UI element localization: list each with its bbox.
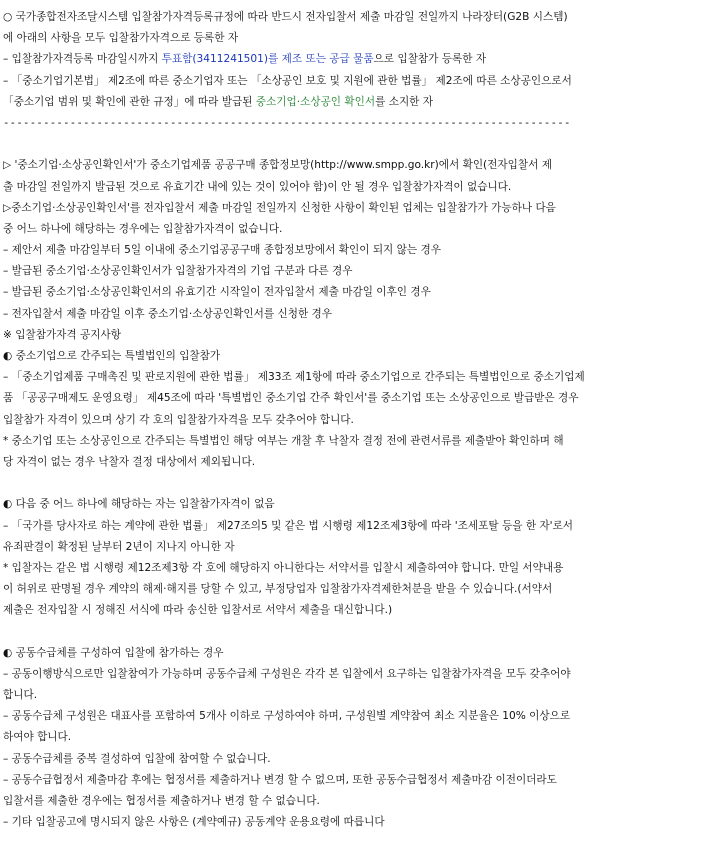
notice-heading: ※ 입찰참가자격 공지사항 — [3, 328, 121, 341]
special-corporation-line: – 「중소기업제품 구매촉진 및 판로지원에 관한 법률」 제33조 제1항에 따라 중소기업으로 간주되는 특별법인으로 중소기업제 — [3, 371, 585, 384]
certificate-notice-line: – 제안서 제출 마감일부터 5일 이내에 중소기업공공구매 종합정보망에서 확인이 되지 않는 경우 — [3, 244, 441, 257]
product-category-highlight: 투표함(3411241501)를 제조 또는 공급 물품 — [161, 53, 374, 66]
joint-venture-line: 하여야 합니다. — [3, 731, 72, 744]
special-corporation-line: 입찰참가 자격이 있으며 상기 각 호의 입찰참가자격을 모두 갖추어야 합니다. — [3, 413, 354, 426]
special-corporation-line: 당 자격이 없는 경우 낙찰자 결정 대상에서 제외됩니다. — [3, 455, 256, 468]
certificate-text-post: 를 소지한 자 — [375, 95, 434, 108]
registration-text-post: 으로 입찰참가 등록한 자 — [373, 53, 487, 66]
certificate-notice-line: 출 마감일 전일까지 발급된 것으로 유효기간 내에 있는 것이 있어야 함)이 안 될 경우 입찰참가자격이 없습니다. — [3, 180, 512, 193]
disqualification-heading: ◐ 다음 중 어느 하나에 해당하는 자는 입찰참가자격이 없음 — [3, 498, 275, 511]
disqualification-line: * 입찰자는 같은 법 시행령 제12조제3항 각 호에 해당하지 아니한다는 서약서를 입찰시 제출하여야 합니다. 만일 서약내용 — [3, 561, 564, 574]
qualification-item-sme: – 「중소기업기본법」 제2조에 따른 중소기업자 또는 「소상공인 보호 및 지원에 관한 법률」 제2조에 따른 소상공인으로서 — [3, 74, 572, 87]
qualification-item-sme-certificate — [3, 92, 714, 113]
qualification-section — [3, 7, 714, 134]
qualification-intro-line-2: 에 아래의 사항을 모두 입찰참가자격으로 등록한 자 — [3, 32, 239, 45]
qualification-item-registration — [3, 49, 714, 70]
disqualification-line: 이 허위로 판명될 경우 계약의 해제·해지를 당할 수 있고, 부정당업자 입찰참가자격제한처분을 받을 수 있습니다.(서약서 — [3, 583, 553, 596]
joint-venture-section — [3, 643, 714, 834]
joint-venture-line: – 공동이행방식으로만 입찰참여가 가능하며 공동수급체 구성원은 각각 본 입찰에서 요구하는 입찰참가자격을 모두 갖추어야 — [3, 667, 571, 680]
certificate-text-pre: 「중소기업 범위 및 확인에 관한 규정」에 따라 발급된 — [3, 95, 256, 108]
special-corporation-line: 품 「공공구매제도 운영요령」 제45조에 따라 '특별법인 중소기업 간주 확인서'를 중소기업 또는 소상공인으로 발급받은 경우 — [3, 392, 579, 405]
special-corporation-line: * 중소기업 또는 소상공인으로 간주되는 특별법인 해당 여부는 개찰 후 낙찰자 결정 전에 관련서류를 제출받아 확인하며 해 — [3, 434, 564, 447]
spacer — [3, 473, 714, 494]
spacer — [3, 134, 714, 155]
joint-venture-line: – 기타 입찰공고에 명시되지 않은 사항은 (계약예규) 공동계약 운용요령에 따릅니다 — [3, 816, 385, 829]
certificate-notice-line: ▷중소기업·소상공인확인서'를 전자입찰서 제출 마감일 전일까지 신청한 사항이 확인된 업체는 입찰참가가 가능하나 다음 — [3, 201, 556, 214]
joint-venture-heading: ◐ 공동수급체를 구성하여 입찰에 참가하는 경우 — [3, 646, 224, 659]
disqualification-section — [3, 494, 714, 621]
registration-text-pre: – 입찰참가자격등록 마감일시까지 — [3, 53, 162, 66]
special-corporation-heading: ◐ 중소기업으로 간주되는 특별법인의 입찰참가 — [3, 350, 221, 362]
certificate-notice-line: 중 어느 하나에 해당하는 경우에는 입찰참가자격이 없습니다. — [3, 222, 283, 235]
joint-venture-line: – 공동수급체를 중복 결성하여 입찰에 참여할 수 없습니다. — [3, 752, 271, 765]
certificate-notice-section — [3, 155, 714, 473]
disqualification-line: 제출은 전자입찰 시 정해진 서식에 따라 송신한 입찰서로 서약서 제출을 대신합니다.) — [3, 604, 393, 617]
joint-venture-line: 입찰서를 제출한 경우에는 협정서를 제출하거나 변경 할 수 없습니다. — [3, 794, 320, 807]
disqualification-line: 유죄판결이 확정된 날부터 2년이 지나지 아니한 자 — [3, 540, 235, 553]
certificate-highlight: 중소기업·소상공인 확인서 — [255, 95, 376, 108]
certificate-notice-line: – 발급된 중소기업·소상공인확인서가 입찰참가자격의 기업 구분과 다른 경우 — [3, 265, 353, 278]
qualification-intro-line-1: ○ 국가종합전자조달시스템 입찰참가자격등록규정에 따라 반드시 전자입찰서 제출 마감일 전일까지 나라장터(G2B 시스템) — [3, 11, 568, 23]
section-divider: ------------------------------------------------------------------------------------- — [3, 116, 571, 129]
certificate-notice-line: ▷ '중소기업·소상공인확인서'가 중소기업제품 공공구매 종합정보망(http://www.smpp.go.kr)에서 확인(전자입찰서 제 — [3, 159, 552, 172]
certificate-notice-line: – 전자입찰서 제출 마감일 이후 중소기업·소상공인확인서를 신청한 경우 — [3, 307, 333, 320]
spacer — [3, 621, 714, 642]
joint-venture-line: – 공동수급체 구성원은 대표사를 포함하여 5개사 이하로 구성하여야 하며, 구성원별 계약참여 최소 지분율은 10% 이상으로 — [3, 710, 571, 723]
certificate-notice-line: – 발급된 중소기업·소상공인확인서의 유효기간 시작일이 전자입찰서 제출 마감일 이후인 경우 — [3, 286, 431, 299]
joint-venture-line: – 공동수급협정서 제출마감 후에는 협정서를 제출하거나 변경 할 수 없으며, 또한 공동수급협정서 제출마감 이전이더라도 — [3, 773, 557, 786]
disqualification-line: – 「국가를 당사자로 하는 계약에 관한 법률」 제27조의5 및 같은 법 시행령 제12조제3항에 따라 '조세포탈 등을 한 자'로서 — [3, 519, 574, 532]
joint-venture-line: 합니다. — [3, 689, 38, 701]
